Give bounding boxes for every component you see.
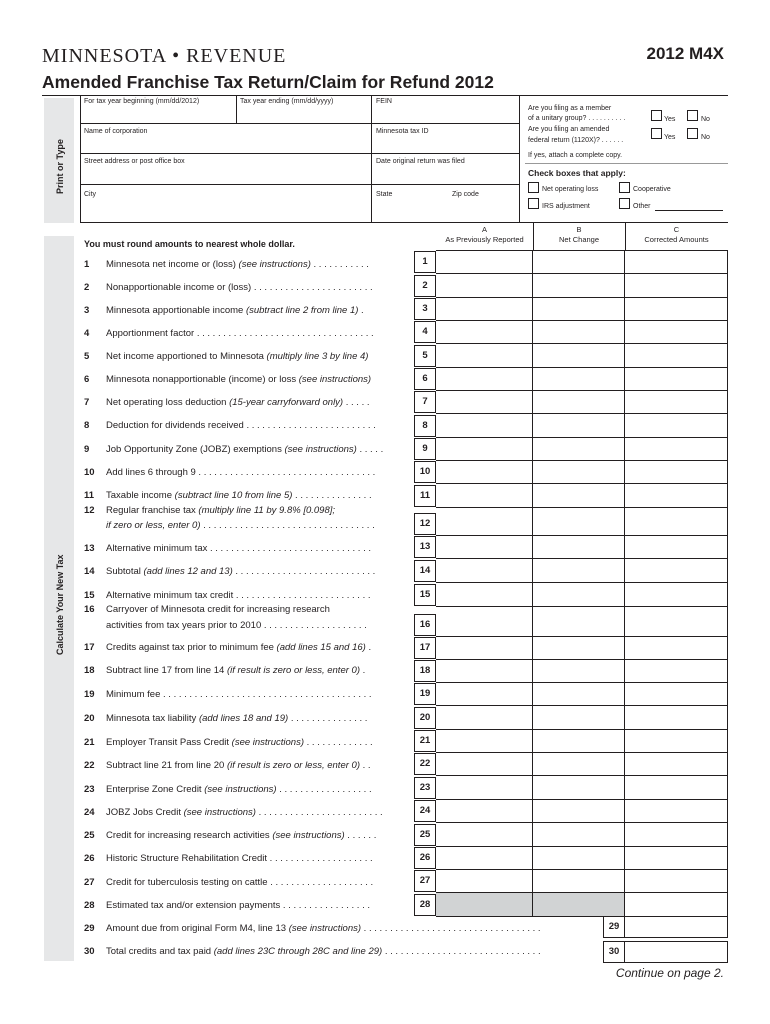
line-11: [84, 490, 414, 501]
line-leader: . . . . . . . . . . .: [310, 259, 369, 270]
line-24-b-amount[interactable]: [533, 799, 625, 823]
line-26-c-amount[interactable]: [625, 846, 728, 870]
line-text: Alternative minimum tax credit . . . . . . . . . . . . . . . . . . . . . . . . . .: [106, 590, 371, 601]
line-26: [84, 853, 414, 864]
line-italic-text: (if result is zero or less, enter 0): [226, 665, 360, 676]
line-23-b-amount[interactable]: [533, 775, 625, 800]
line-3-c-amount[interactable]: [625, 297, 728, 321]
line-24: [84, 807, 414, 818]
other-fill-line[interactable]: [655, 210, 723, 211]
line-number: 30: [84, 946, 95, 957]
line-19: [84, 689, 414, 700]
line-28: [84, 900, 414, 911]
line-italic-text: (multiply line 3 by line 4): [266, 351, 369, 362]
box-number-11: 11: [414, 485, 436, 507]
box-number-22: 22: [414, 753, 436, 775]
box-number-30: 30: [603, 941, 625, 963]
box-number-16: 16: [414, 614, 436, 636]
line-leader: . .: [359, 760, 371, 771]
line-17-a-amount[interactable]: [436, 636, 533, 660]
line-10-c-amount[interactable]: [625, 460, 728, 484]
line-italic-text: (see instructions): [183, 807, 256, 818]
line-12-b-amount[interactable]: [533, 507, 625, 536]
coop-checkbox[interactable]: [619, 182, 630, 193]
line-20: [84, 713, 414, 724]
box-number-27: 27: [414, 870, 436, 892]
line-number: 12: [84, 505, 95, 516]
line-text: Carryover of Minnesota credit for increasing research: [106, 604, 330, 615]
line-number: 23: [84, 784, 95, 795]
box-number-25: 25: [414, 824, 436, 846]
check-boxes-title: Check boxes that apply:: [528, 168, 626, 178]
box-number-26: 26: [414, 847, 436, 869]
unitary-question-line2: of a unitary group? . . . . . . . . . .: [528, 115, 626, 122]
state-field[interactable]: State: [376, 191, 393, 198]
line-4-a-amount[interactable]: [436, 320, 533, 344]
line-22: [84, 760, 414, 771]
box-number-1: 1: [414, 251, 436, 273]
line-18-a-amount[interactable]: [436, 659, 533, 683]
line-italic-text: (see instructions): [298, 374, 372, 385]
side-label-print-or-type: Print or Type: [55, 139, 65, 194]
line-text: Subtract line 17 from line 14: [106, 665, 227, 676]
line-number: 29: [84, 923, 95, 934]
line-number: 3: [84, 305, 90, 316]
line-number: 17: [84, 642, 95, 653]
box-number-14: 14: [414, 560, 436, 582]
box-number-3: 3: [414, 298, 436, 320]
coop-label: Cooperative: [633, 186, 671, 193]
line-6: [84, 374, 414, 385]
line-16-a-amount[interactable]: [436, 606, 533, 637]
column-c-letter: C: [673, 225, 680, 234]
line-14-c-amount[interactable]: [625, 558, 728, 583]
unitary-yes-label: Yes: [664, 116, 676, 123]
line-italic-text: (see instructions): [288, 923, 362, 934]
column-a-header: [436, 225, 533, 245]
line-17-c-amount[interactable]: [625, 636, 728, 660]
line-number: 4: [84, 328, 90, 339]
line-12-c-amount[interactable]: [625, 507, 728, 536]
line-24-c-amount[interactable]: [625, 799, 728, 823]
line-2-c-amount[interactable]: [625, 273, 728, 298]
box-number-29: 29: [603, 916, 625, 938]
line-number: 1: [84, 259, 90, 270]
line-leader: . . . . . . . . . . . . . . . . . . . . . . . . . . . . . .: [382, 946, 541, 957]
mn-tax-id-field[interactable]: Minnesota tax ID: [376, 128, 429, 135]
line-leader: . . . . . . . . . . . . . . . . . .: [276, 784, 372, 795]
line-text: Job Opportunity Zone (JOBZ) exemptions: [106, 444, 285, 455]
line-10: [84, 467, 414, 478]
line-number: 21: [84, 737, 95, 748]
line-28-b-amount: [533, 892, 625, 917]
line-italic-text: (add lines 12 and 13): [143, 566, 233, 577]
column-b-label: Net Change: [558, 235, 600, 244]
line-19-b-amount[interactable]: [533, 682, 625, 706]
federal-amend-question-line1: Are you filing an amended: [528, 126, 610, 133]
line-italic-text: (if result is zero or less, enter 0): [226, 760, 360, 771]
line-italic-text: if zero or less, enter 0): [106, 520, 201, 531]
federal-amend-question-line2: federal return (1120X)? . . . . . .: [528, 137, 624, 144]
line-27-a-amount[interactable]: [436, 869, 533, 893]
line-italic-text: (15-year carryforward only): [229, 397, 344, 408]
line-number: 15: [84, 590, 95, 601]
line-11-b-amount[interactable]: [533, 483, 625, 508]
box-number-13: 13: [414, 536, 436, 558]
box-number-17: 17: [414, 637, 436, 659]
line-text: Taxable income: [106, 490, 175, 501]
line-23: [84, 784, 414, 795]
street-field[interactable]: Street address or post office box: [84, 158, 185, 165]
line-23-c-amount[interactable]: [625, 775, 728, 800]
line-16-c-amount[interactable]: [625, 606, 728, 637]
box-number-28: 28: [414, 894, 436, 916]
line-29-amount[interactable]: [625, 916, 728, 938]
line-number: 18: [84, 665, 95, 676]
line-cont-17: [84, 620, 414, 631]
line-28-a-amount: [436, 892, 533, 917]
line-number: 27: [84, 877, 95, 888]
line-italic-text: (add lines 15 and 16): [276, 642, 366, 653]
line-9: [84, 444, 414, 455]
tax-year-begin-field[interactable]: For tax year beginning (mm/dd/2012): [84, 98, 200, 105]
line-8: [84, 420, 414, 431]
line-text: Minnesota net income or (loss): [106, 259, 239, 270]
line-text: Subtotal: [106, 566, 144, 577]
line-18-b-amount[interactable]: [533, 659, 625, 683]
city-field[interactable]: City: [84, 191, 97, 198]
side-label-calculate: Calculate Your New Tax: [55, 554, 65, 655]
line-15: [84, 590, 414, 601]
line-28-c-amount[interactable]: [625, 892, 728, 917]
line-text: Nonapportionable income or (loss) . . . . . . . . . . . . . . . . . . . . . . .: [106, 282, 373, 293]
line-21-a-amount[interactable]: [436, 729, 533, 753]
line-text: Minnesota nonapportionable (income) or loss: [106, 374, 299, 385]
line-10-a-amount[interactable]: [436, 460, 533, 484]
nol-checkbox[interactable]: [528, 182, 539, 193]
line-italic-text: (subtract line 2 from line 1): [245, 305, 359, 316]
unitary-no-checkbox[interactable]: [687, 110, 698, 121]
line-leader: . . . . . . . . . . . . .: [304, 737, 373, 748]
box-number-4: 4: [414, 321, 436, 343]
line-leader: .: [358, 305, 364, 316]
line-text: Historic Structure Rehabilitation Credit . . . . . . . . . . . . . . . . . . . .: [106, 853, 373, 864]
box-number-6: 6: [414, 368, 436, 390]
line-30: [84, 946, 599, 957]
line-number: 6: [84, 374, 90, 385]
line-number: 20: [84, 713, 95, 724]
line-italic-text: (subtract line 10 from line 5): [174, 490, 293, 501]
box-number-12: 12: [414, 513, 436, 535]
line-21-b-amount[interactable]: [533, 729, 625, 753]
form-title: Amended Franchise Tax Return/Claim for Refund 2012: [42, 72, 494, 92]
federal-amend-no-checkbox[interactable]: [687, 128, 698, 139]
line-text: Subtract line 21 from line 20: [106, 760, 227, 771]
line-9-b-amount[interactable]: [533, 437, 625, 461]
line-leader: . . . . .: [343, 397, 370, 408]
line-16-b-amount[interactable]: [533, 606, 625, 637]
line-text: Estimated tax and/or extension payments . . . . . . . . . . . . . . . . .: [106, 900, 371, 911]
line-7-a-amount[interactable]: [436, 390, 533, 414]
line-number: 13: [84, 543, 95, 554]
line-number: 11: [84, 490, 95, 501]
line-italic-text: (see instructions): [284, 444, 357, 455]
fein-field[interactable]: FEIN: [376, 98, 392, 105]
line-text: Total credits and tax paid: [106, 946, 214, 957]
line-20-b-amount[interactable]: [533, 705, 625, 730]
line-2-b-amount[interactable]: [533, 273, 625, 298]
other-checkbox[interactable]: [619, 198, 630, 209]
line-15-c-amount[interactable]: [625, 582, 728, 607]
line-25-c-amount[interactable]: [625, 822, 728, 847]
line-15-a-amount[interactable]: [436, 582, 533, 607]
line-number: 14: [84, 566, 95, 577]
line-16: [84, 604, 414, 615]
line-text: Add lines 6 through 9 . . . . . . . . . . . . . . . . . . . . . . . . . . . . . . . . . .: [106, 467, 376, 478]
line-19-c-amount[interactable]: [625, 682, 728, 706]
irs-adjustment-checkbox[interactable]: [528, 198, 539, 209]
line-19-a-amount[interactable]: [436, 682, 533, 706]
box-number-8: 8: [414, 415, 436, 437]
line-21: [84, 737, 414, 748]
line-12-a-amount[interactable]: [436, 507, 533, 536]
line-4-c-amount[interactable]: [625, 320, 728, 344]
other-label: Other: [633, 203, 651, 210]
line-10-b-amount[interactable]: [533, 460, 625, 484]
line-italic-text: (see instructions): [238, 259, 311, 270]
line-text: Apportionment factor . . . . . . . . . . . . . . . . . . . . . . . . . . . . . . . . . .: [106, 328, 374, 339]
column-a-label: As Previously Reported: [445, 235, 524, 244]
rounding-instruction: You must round amounts to nearest whole dollar.: [84, 239, 295, 249]
line-14-b-amount[interactable]: [533, 558, 625, 583]
line-number: 19: [84, 689, 95, 700]
line-11-c-amount[interactable]: [625, 483, 728, 508]
line-leader: . . . . .: [356, 444, 384, 455]
zip-field[interactable]: Zip code: [452, 191, 479, 198]
line-number: 25: [84, 830, 95, 841]
line-text: Net operating loss deduction: [106, 397, 230, 408]
date-filed-field[interactable]: Date original return was filed: [376, 158, 465, 165]
line-italic-text: (add lines 23C through 28C and line 29): [213, 946, 383, 957]
line-leader: . . . . . . . . . . . . . . . . . . . . . . . .: [255, 807, 383, 818]
line-24-a-amount[interactable]: [436, 799, 533, 823]
line-1-b-amount[interactable]: [533, 250, 625, 274]
line-4-b-amount[interactable]: [533, 320, 625, 344]
agency-logo: MINNESOTA • REVENUE: [42, 45, 287, 67]
line-17: [84, 642, 414, 653]
line-25-b-amount[interactable]: [533, 822, 625, 847]
line-18-c-amount[interactable]: [625, 659, 728, 683]
line-7: [84, 397, 414, 408]
line-text: Regular franchise tax: [106, 505, 199, 516]
line-text: Net income apportioned to Minnesota: [106, 351, 267, 362]
line-italic-text: (see instructions): [231, 737, 304, 748]
line-26-b-amount[interactable]: [533, 846, 625, 870]
line-text: Credit for increasing research activities: [106, 830, 273, 841]
line-text: Minnesota tax liability: [106, 713, 199, 724]
line-text: Minimum fee . . . . . . . . . . . . . . . . . . . . . . . . . . . . . . . . . . . . . . . .: [106, 689, 372, 700]
corp-name-field[interactable]: Name of corporation: [84, 128, 148, 135]
line-number: 7: [84, 397, 90, 408]
line-number: 2: [84, 282, 90, 293]
line-13-b-amount[interactable]: [533, 535, 625, 559]
line-22-a-amount[interactable]: [436, 752, 533, 776]
line-27-c-amount[interactable]: [625, 869, 728, 893]
box-number-10: 10: [414, 461, 436, 483]
line-11-a-amount[interactable]: [436, 483, 533, 508]
line-text: Enterprise Zone Credit: [106, 784, 205, 795]
line-text: Credits against tax prior to minimum fee: [106, 642, 277, 653]
line-3-a-amount[interactable]: [436, 297, 533, 321]
line-2: [84, 282, 414, 293]
unitary-question-line1: Are you filing as a member: [528, 105, 612, 112]
federal-amend-no-label: No: [701, 134, 710, 141]
column-b-header: [533, 225, 625, 245]
line-17-b-amount[interactable]: [533, 636, 625, 660]
line-leader: . . . . . . . . . . . . . . . . . . . . . . . . . . . . . . . . .: [200, 520, 375, 531]
line-leader: . . . . . .: [344, 830, 377, 841]
line-9-c-amount[interactable]: [625, 437, 728, 461]
line-20-a-amount[interactable]: [436, 705, 533, 730]
line-6-b-amount[interactable]: [533, 367, 625, 391]
line-8-c-amount[interactable]: [625, 413, 728, 438]
box-number-23: 23: [414, 777, 436, 799]
line-29: [84, 923, 599, 934]
box-number-15: 15: [414, 584, 436, 606]
line-number: 22: [84, 760, 95, 771]
line-number: 28: [84, 900, 95, 911]
line-text: JOBZ Jobs Credit: [106, 807, 184, 818]
line-leader: . . . . . . . . . . . . . . .: [288, 713, 368, 724]
line-23-a-amount[interactable]: [436, 775, 533, 800]
line-9-a-amount[interactable]: [436, 437, 533, 461]
box-number-9: 9: [414, 438, 436, 460]
line-3-b-amount[interactable]: [533, 297, 625, 321]
line-6-a-amount[interactable]: [436, 367, 533, 391]
line-text: activities from tax years prior to 2010 . . . . . . . . . . . . . . . . . . . .: [106, 620, 367, 631]
line-8-b-amount[interactable]: [533, 413, 625, 438]
line-4: [84, 328, 414, 339]
line-text: Alternative minimum tax . . . . . . . . . . . . . . . . . . . . . . . . . . . . . . .: [106, 543, 372, 554]
attach-copy-note: If yes, attach a complete copy.: [528, 152, 623, 159]
line-text: Minnesota apportionable income: [106, 305, 246, 316]
line-12: [84, 505, 414, 516]
line-15-b-amount[interactable]: [533, 582, 625, 607]
tax-year-end-field[interactable]: Tax year ending (mm/dd/yyyy): [240, 98, 334, 105]
line-3: [84, 305, 414, 316]
line-number: 16: [84, 604, 95, 615]
line-leader: .: [365, 642, 372, 653]
line-number: 26: [84, 853, 95, 864]
line-14: [84, 566, 414, 577]
irs-adjustment-label: IRS adjustment: [542, 203, 590, 210]
line-13-a-amount[interactable]: [436, 535, 533, 559]
continue-note: Continue on page 2.: [615, 966, 724, 980]
unitary-yes-checkbox[interactable]: [651, 110, 662, 121]
line-5-b-amount[interactable]: [533, 343, 625, 368]
column-b-letter: B: [576, 225, 582, 234]
line-6-c-amount[interactable]: [625, 367, 728, 391]
column-c-header: [625, 225, 728, 245]
nol-label: Net operating loss: [542, 186, 599, 193]
column-a-letter: A: [481, 225, 487, 234]
line-25-a-amount[interactable]: [436, 822, 533, 847]
line-italic-text: (see instructions): [272, 830, 345, 841]
form-number: 2012 M4X: [646, 44, 724, 63]
line-italic-text: (see instructions): [204, 784, 277, 795]
line-14-a-amount[interactable]: [436, 558, 533, 583]
line-8-a-amount[interactable]: [436, 413, 533, 438]
line-leader: .: [359, 665, 366, 676]
line-text: Employer Transit Pass Credit: [106, 737, 232, 748]
line-1-a-amount[interactable]: [436, 250, 533, 274]
line-number: 9: [84, 444, 90, 455]
line-number: 10: [84, 467, 95, 478]
box-number-20: 20: [414, 707, 436, 729]
line-italic-text: (multiply line 11 by 9.8% [0.098];: [198, 505, 336, 516]
line-7-c-amount[interactable]: [625, 390, 728, 414]
box-number-24: 24: [414, 800, 436, 822]
line-18: [84, 665, 414, 676]
line-number: 8: [84, 420, 90, 431]
line-text: Deduction for dividends received . . . . . . . . . . . . . . . . . . . . . . . . .: [106, 420, 376, 431]
line-25: [84, 830, 414, 841]
line-20-c-amount[interactable]: [625, 705, 728, 730]
box-number-19: 19: [414, 683, 436, 705]
federal-amend-yes-checkbox[interactable]: [651, 128, 662, 139]
line-number: 24: [84, 807, 95, 818]
line-cont-12: [84, 520, 414, 531]
line-2-a-amount[interactable]: [436, 273, 533, 298]
column-c-label: Corrected Amounts: [644, 235, 709, 244]
box-number-2: 2: [414, 275, 436, 297]
line-5-a-amount[interactable]: [436, 343, 533, 368]
line-22-c-amount[interactable]: [625, 752, 728, 776]
line-text: Amount due from original Form M4, line 13: [106, 923, 289, 934]
unitary-no-label: No: [701, 116, 710, 123]
line-27: [84, 877, 414, 888]
line-27-b-amount[interactable]: [533, 869, 625, 893]
federal-amend-yes-label: Yes: [664, 134, 676, 141]
line-30-amount[interactable]: [625, 941, 728, 963]
box-number-5: 5: [414, 345, 436, 367]
box-number-18: 18: [414, 660, 436, 682]
line-13-c-amount[interactable]: [625, 535, 728, 559]
line-5: [84, 351, 414, 362]
box-number-21: 21: [414, 730, 436, 752]
line-italic-text: (add lines 18 and 19): [198, 713, 289, 724]
line-1-c-amount[interactable]: [625, 250, 728, 274]
line-leader: . . . . . . . . . . . . . . .: [292, 490, 372, 501]
line-leader: . . . . . . . . . . . . . . . . . . . . . . . . . . . . . . . . . .: [361, 923, 541, 934]
line-21-c-amount[interactable]: [625, 729, 728, 753]
line-number: 5: [84, 351, 90, 362]
line-26-a-amount[interactable]: [436, 846, 533, 870]
line-13: [84, 543, 414, 554]
box-number-7: 7: [414, 391, 436, 413]
line-7-b-amount[interactable]: [533, 390, 625, 414]
line-22-b-amount[interactable]: [533, 752, 625, 776]
line-text: Credit for tuberculosis testing on cattle . . . . . . . . . . . . . . . . . . . .: [106, 877, 374, 888]
line-1: [84, 259, 414, 270]
line-5-c-amount[interactable]: [625, 343, 728, 368]
line-leader: . . . . . . . . . . . . . . . . . . . . . . . . . . .: [232, 566, 376, 577]
